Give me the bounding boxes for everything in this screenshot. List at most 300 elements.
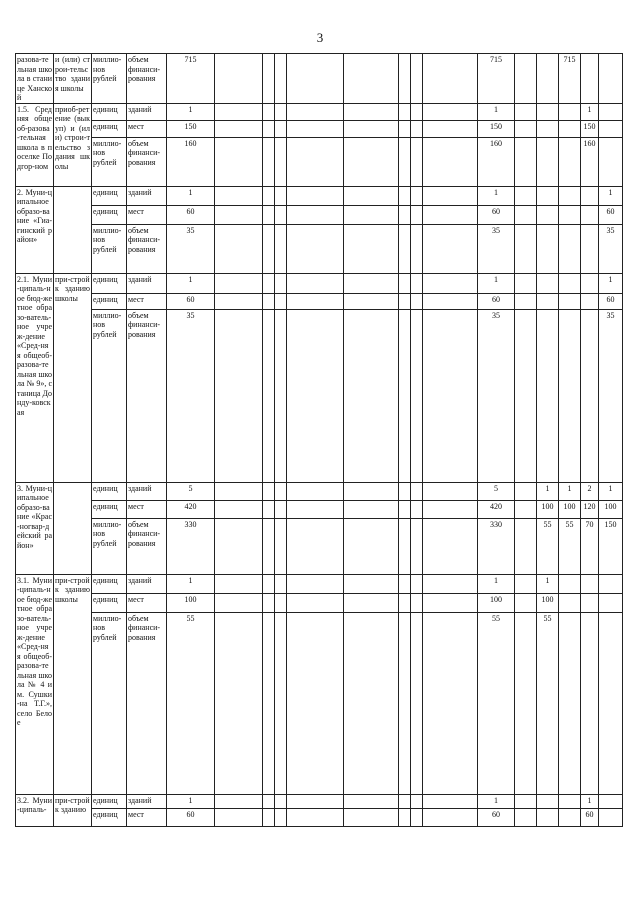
- value-cell: [215, 273, 263, 293]
- total-cell: 150: [167, 120, 215, 137]
- unit-cell: единиц: [92, 574, 127, 593]
- value-cell: [423, 593, 478, 612]
- value-cell: 100: [478, 593, 515, 612]
- total-cell: 60: [167, 293, 215, 309]
- value-cell: [215, 593, 263, 612]
- value-cell: [399, 612, 411, 794]
- unit-cell: миллио-нов рублей: [92, 518, 127, 574]
- value-cell: [215, 120, 263, 137]
- value-cell: [263, 120, 275, 137]
- table-row: [16, 574, 623, 593]
- value-cell: [263, 293, 275, 309]
- unit-cell: миллио-нов рублей: [92, 612, 127, 794]
- value-cell: [275, 137, 287, 186]
- value-cell: [423, 794, 478, 808]
- value-cell: 1: [559, 482, 581, 500]
- value-cell: 35: [599, 309, 623, 482]
- value-cell: [275, 518, 287, 574]
- value-cell: [515, 500, 537, 518]
- total-cell: 420: [167, 500, 215, 518]
- value-cell: [263, 482, 275, 500]
- value-cell: [287, 120, 344, 137]
- value-cell: [275, 500, 287, 518]
- value-cell: [263, 224, 275, 273]
- value-cell: 60: [581, 808, 599, 826]
- value-cell: [411, 120, 423, 137]
- value-cell: [263, 103, 275, 120]
- measure-type-cell: [54, 186, 92, 273]
- value-cell: [411, 293, 423, 309]
- value-cell: [423, 309, 478, 482]
- value-cell: [537, 309, 559, 482]
- value-cell: [344, 482, 399, 500]
- unit-cell: миллио-нов рублей: [92, 309, 127, 482]
- value-cell: [287, 574, 344, 593]
- indicator-cell: объем финанси-рования: [127, 518, 167, 574]
- indicator-cell: зданий: [127, 574, 167, 593]
- table-row: [16, 103, 623, 120]
- value-cell: [287, 808, 344, 826]
- measure-type-cell: приоб-ретение (выкуп) и (или) строи-тельство здания школы: [54, 103, 92, 186]
- value-cell: [411, 482, 423, 500]
- value-cell: [423, 500, 478, 518]
- value-cell: [423, 120, 478, 137]
- value-cell: [423, 293, 478, 309]
- object-name-cell: 1.5. Средняя общеоб-разова-тельная школа в поселке Подгор-ном: [16, 103, 54, 186]
- value-cell: 1: [599, 273, 623, 293]
- value-cell: 60: [478, 293, 515, 309]
- total-cell: 60: [167, 205, 215, 224]
- indicator-cell: мест: [127, 500, 167, 518]
- value-cell: [275, 120, 287, 137]
- table-row: [16, 808, 623, 826]
- value-cell: [581, 574, 599, 593]
- indicator-cell: зданий: [127, 103, 167, 120]
- unit-cell: единиц: [92, 103, 127, 120]
- value-cell: [399, 794, 411, 808]
- value-cell: [423, 612, 478, 794]
- value-cell: 150: [599, 518, 623, 574]
- value-cell: [515, 309, 537, 482]
- unit-cell: миллио-нов рублей: [92, 224, 127, 273]
- value-cell: [344, 574, 399, 593]
- value-cell: 100: [537, 500, 559, 518]
- value-cell: [215, 794, 263, 808]
- value-cell: [215, 574, 263, 593]
- value-cell: [411, 794, 423, 808]
- value-cell: [537, 120, 559, 137]
- value-cell: [287, 794, 344, 808]
- value-cell: [559, 794, 581, 808]
- value-cell: [275, 293, 287, 309]
- value-cell: [537, 794, 559, 808]
- unit-cell: единиц: [92, 500, 127, 518]
- table-row: [16, 293, 623, 309]
- unit-cell: единиц: [92, 120, 127, 137]
- value-cell: [515, 205, 537, 224]
- value-cell: 5: [478, 482, 515, 500]
- value-cell: 55: [537, 612, 559, 794]
- value-cell: [537, 224, 559, 273]
- value-cell: 715: [478, 54, 515, 104]
- indicator-cell: объем финанси-рования: [127, 309, 167, 482]
- value-cell: [263, 612, 275, 794]
- value-cell: [411, 224, 423, 273]
- value-cell: [215, 808, 263, 826]
- indicator-cell: зданий: [127, 482, 167, 500]
- value-cell: [559, 103, 581, 120]
- value-cell: [263, 794, 275, 808]
- value-cell: 55: [478, 612, 515, 794]
- value-cell: [559, 612, 581, 794]
- table-row: [16, 794, 623, 808]
- value-cell: [423, 103, 478, 120]
- value-cell: [399, 103, 411, 120]
- value-cell: [263, 808, 275, 826]
- value-cell: [344, 612, 399, 794]
- value-cell: [287, 309, 344, 482]
- value-cell: [423, 137, 478, 186]
- total-cell: 55: [167, 612, 215, 794]
- value-cell: [399, 309, 411, 482]
- value-cell: 1: [478, 103, 515, 120]
- object-name-cell: 3.2. Муни-ципаль-: [16, 794, 54, 826]
- object-name-cell: 2.1. Муни-ципаль-ное бюд-жетное образо-ватель-ное учреж-дение «Сред-няя общеоб-разова-тельная школа № 9», станица Донду-ковская: [16, 273, 54, 482]
- measure-type-cell: при-строй к зданию: [54, 794, 92, 826]
- value-cell: [411, 103, 423, 120]
- value-cell: [344, 293, 399, 309]
- value-cell: [263, 273, 275, 293]
- value-cell: [411, 205, 423, 224]
- total-cell: 1: [167, 273, 215, 293]
- value-cell: [581, 186, 599, 205]
- value-cell: [599, 808, 623, 826]
- unit-cell: миллио-нов рублей: [92, 54, 127, 104]
- unit-cell: единиц: [92, 205, 127, 224]
- value-cell: 70: [581, 518, 599, 574]
- value-cell: [599, 574, 623, 593]
- value-cell: [411, 612, 423, 794]
- value-cell: 100: [537, 593, 559, 612]
- value-cell: [423, 54, 478, 104]
- value-cell: [411, 574, 423, 593]
- table-row: [16, 54, 623, 104]
- value-cell: [275, 593, 287, 612]
- unit-cell: единиц: [92, 293, 127, 309]
- value-cell: 1: [599, 186, 623, 205]
- value-cell: [263, 137, 275, 186]
- value-cell: 35: [478, 224, 515, 273]
- value-cell: [515, 120, 537, 137]
- value-cell: [515, 794, 537, 808]
- value-cell: [515, 54, 537, 104]
- indicator-cell: зданий: [127, 273, 167, 293]
- value-cell: [559, 293, 581, 309]
- object-name-cell: 3. Муни-ципальное образо-вание «Крас-ногвар-дейский район»: [16, 482, 54, 574]
- value-cell: [275, 103, 287, 120]
- value-cell: [287, 186, 344, 205]
- value-cell: [399, 593, 411, 612]
- value-cell: [263, 593, 275, 612]
- value-cell: 60: [478, 205, 515, 224]
- unit-cell: единиц: [92, 794, 127, 808]
- object-name-cell: 3.1. Муни-ципаль-ное бюд-жетное образо-ватель-ное учреж-дение «Сред-няя общеоб-разова-тельная школа № 4 им. Сушки-на Т.Г.», село Белое: [16, 574, 54, 794]
- total-cell: 100: [167, 593, 215, 612]
- table-row: [16, 593, 623, 612]
- value-cell: [581, 612, 599, 794]
- value-cell: [344, 794, 399, 808]
- page-number: 3: [316, 30, 324, 45]
- indicator-cell: объем финанси-рования: [127, 224, 167, 273]
- value-cell: [399, 224, 411, 273]
- value-cell: [515, 482, 537, 500]
- value-cell: [215, 309, 263, 482]
- value-cell: 330: [478, 518, 515, 574]
- value-cell: [559, 120, 581, 137]
- value-cell: [537, 808, 559, 826]
- value-cell: [287, 103, 344, 120]
- value-cell: [559, 593, 581, 612]
- value-cell: [515, 273, 537, 293]
- value-cell: [559, 224, 581, 273]
- value-cell: [423, 224, 478, 273]
- measure-type-cell: и (или) строи-тельство здания школы: [54, 54, 92, 104]
- value-cell: 1: [537, 574, 559, 593]
- value-cell: [599, 593, 623, 612]
- value-cell: [423, 574, 478, 593]
- value-cell: 1: [478, 186, 515, 205]
- indicator-cell: объем финанси-рования: [127, 54, 167, 104]
- value-cell: [399, 808, 411, 826]
- value-cell: [215, 293, 263, 309]
- value-cell: 60: [599, 293, 623, 309]
- value-cell: [275, 273, 287, 293]
- value-cell: [275, 309, 287, 482]
- value-cell: [215, 612, 263, 794]
- table-row: [16, 482, 623, 500]
- value-cell: 1: [537, 482, 559, 500]
- value-cell: [599, 103, 623, 120]
- value-cell: 150: [581, 120, 599, 137]
- value-cell: 150: [478, 120, 515, 137]
- value-cell: [599, 794, 623, 808]
- value-cell: [263, 518, 275, 574]
- value-cell: [287, 612, 344, 794]
- unit-cell: единиц: [92, 482, 127, 500]
- total-cell: 1: [167, 794, 215, 808]
- value-cell: [263, 54, 275, 104]
- value-cell: [275, 54, 287, 104]
- total-cell: 35: [167, 224, 215, 273]
- value-cell: [344, 103, 399, 120]
- program-table: [15, 53, 623, 827]
- object-name-cell: разова-тельная школа в станице Ханской: [17, 55, 52, 102]
- value-cell: [287, 224, 344, 273]
- value-cell: [399, 54, 411, 104]
- value-cell: [344, 808, 399, 826]
- measure-type-cell: при-строй к зданию школы: [54, 574, 92, 794]
- total-cell: 715: [167, 54, 215, 104]
- value-cell: [215, 500, 263, 518]
- value-cell: [287, 137, 344, 186]
- table-row: [16, 273, 623, 293]
- value-cell: [399, 293, 411, 309]
- value-cell: [411, 137, 423, 186]
- value-cell: [344, 224, 399, 273]
- table-row: [16, 205, 623, 224]
- value-cell: [399, 120, 411, 137]
- value-cell: 55: [559, 518, 581, 574]
- value-cell: [287, 273, 344, 293]
- value-cell: [515, 518, 537, 574]
- value-cell: [411, 54, 423, 104]
- value-cell: [559, 574, 581, 593]
- value-cell: [423, 482, 478, 500]
- value-cell: [399, 205, 411, 224]
- value-cell: [215, 103, 263, 120]
- table-row: [16, 612, 623, 794]
- unit-cell: единиц: [92, 273, 127, 293]
- value-cell: 1: [581, 794, 599, 808]
- value-cell: [275, 794, 287, 808]
- value-cell: [275, 808, 287, 826]
- value-cell: [344, 593, 399, 612]
- indicator-cell: мест: [127, 808, 167, 826]
- value-cell: [559, 186, 581, 205]
- value-cell: [215, 137, 263, 186]
- total-cell: 1: [167, 574, 215, 593]
- value-cell: [411, 273, 423, 293]
- value-cell: [275, 612, 287, 794]
- value-cell: [559, 808, 581, 826]
- value-cell: [537, 54, 559, 104]
- value-cell: [423, 518, 478, 574]
- value-cell: 1: [478, 794, 515, 808]
- value-cell: [515, 224, 537, 273]
- value-cell: [344, 273, 399, 293]
- value-cell: [581, 273, 599, 293]
- value-cell: [411, 186, 423, 205]
- value-cell: [411, 500, 423, 518]
- value-cell: [599, 137, 623, 186]
- value-cell: [287, 205, 344, 224]
- total-cell: 60: [167, 808, 215, 826]
- value-cell: [581, 54, 599, 104]
- value-cell: [263, 309, 275, 482]
- value-cell: [287, 518, 344, 574]
- indicator-cell: объем финанси-рования: [127, 137, 167, 186]
- indicator-cell: мест: [127, 120, 167, 137]
- value-cell: [263, 500, 275, 518]
- total-cell: 1: [167, 186, 215, 205]
- value-cell: [263, 574, 275, 593]
- unit-cell: единиц: [92, 808, 127, 826]
- value-cell: [515, 808, 537, 826]
- table-row: [16, 137, 623, 186]
- table-row: [16, 309, 623, 482]
- table-row: [16, 120, 623, 137]
- value-cell: [599, 54, 623, 104]
- value-cell: [515, 593, 537, 612]
- value-cell: [287, 54, 344, 104]
- value-cell: [559, 205, 581, 224]
- value-cell: [215, 224, 263, 273]
- value-cell: [344, 309, 399, 482]
- value-cell: 35: [478, 309, 515, 482]
- value-cell: [263, 205, 275, 224]
- value-cell: [344, 518, 399, 574]
- unit-cell: единиц: [92, 593, 127, 612]
- value-cell: [515, 137, 537, 186]
- value-cell: [559, 273, 581, 293]
- unit-cell: миллио-нов рублей: [92, 137, 127, 186]
- value-cell: 1: [478, 574, 515, 593]
- value-cell: [559, 137, 581, 186]
- value-cell: [515, 103, 537, 120]
- value-cell: [423, 808, 478, 826]
- value-cell: [275, 574, 287, 593]
- value-cell: [215, 54, 263, 104]
- value-cell: [399, 518, 411, 574]
- value-cell: 715: [559, 54, 581, 104]
- value-cell: 1: [581, 103, 599, 120]
- value-cell: [287, 500, 344, 518]
- value-cell: 420: [478, 500, 515, 518]
- value-cell: 1: [599, 482, 623, 500]
- value-cell: [344, 137, 399, 186]
- indicator-cell: мест: [127, 593, 167, 612]
- value-cell: [411, 808, 423, 826]
- value-cell: [399, 500, 411, 518]
- value-cell: 160: [581, 137, 599, 186]
- value-cell: [599, 612, 623, 794]
- value-cell: [275, 482, 287, 500]
- object-name-cell: 2. Муни-ципальное образо-вание «Гиа-гинский район»: [16, 186, 54, 273]
- value-cell: [581, 293, 599, 309]
- total-cell: 160: [167, 137, 215, 186]
- value-cell: [537, 205, 559, 224]
- value-cell: [537, 273, 559, 293]
- value-cell: [537, 137, 559, 186]
- indicator-cell: объем финанси-рования: [127, 612, 167, 794]
- value-cell: [411, 518, 423, 574]
- value-cell: 160: [478, 137, 515, 186]
- value-cell: [581, 593, 599, 612]
- indicator-cell: зданий: [127, 186, 167, 205]
- measure-type-cell: [54, 482, 92, 574]
- value-cell: [537, 293, 559, 309]
- value-cell: [344, 186, 399, 205]
- value-cell: [344, 205, 399, 224]
- value-cell: [515, 186, 537, 205]
- value-cell: [537, 186, 559, 205]
- value-cell: [515, 612, 537, 794]
- measure-type-cell: при-строй к зданию школы: [54, 273, 92, 482]
- value-cell: [537, 103, 559, 120]
- value-cell: [399, 482, 411, 500]
- value-cell: [515, 574, 537, 593]
- value-cell: [399, 137, 411, 186]
- value-cell: [399, 273, 411, 293]
- total-cell: 5: [167, 482, 215, 500]
- total-cell: 35: [167, 309, 215, 482]
- value-cell: [215, 186, 263, 205]
- table-row: [16, 518, 623, 574]
- value-cell: 60: [478, 808, 515, 826]
- value-cell: 2: [581, 482, 599, 500]
- value-cell: [399, 574, 411, 593]
- value-cell: [411, 593, 423, 612]
